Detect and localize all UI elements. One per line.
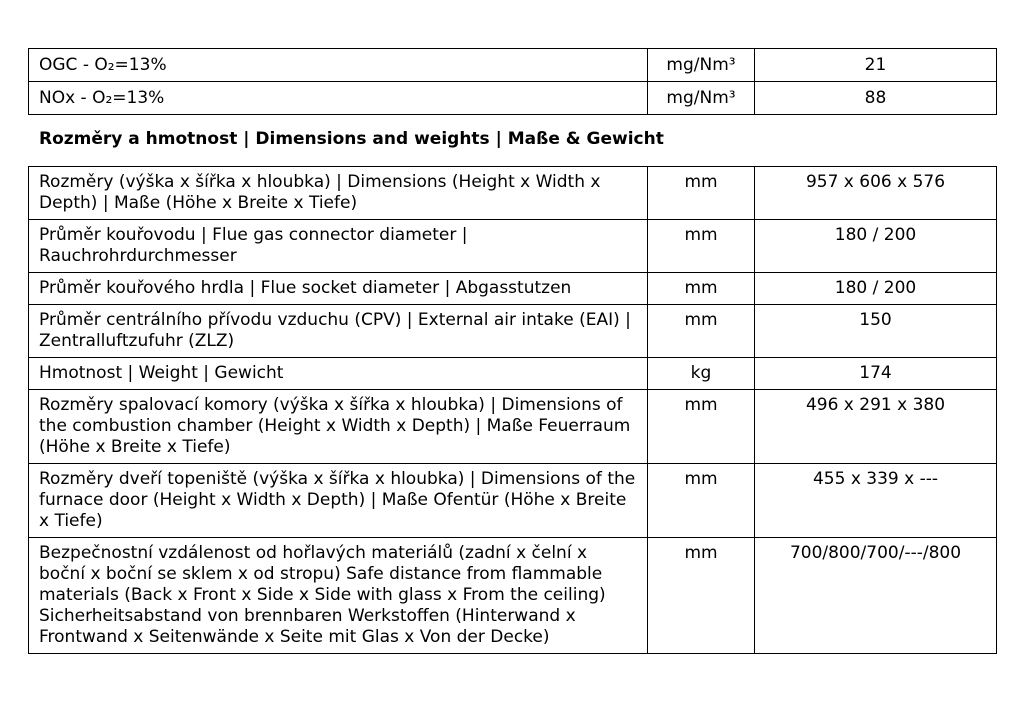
unit-cell: kg [648,358,755,390]
parameter-name: Hmotnost | Weight | Gewicht [29,358,648,390]
table-row [29,273,997,305]
value-cell: 957 x 606 x 576 [755,167,997,220]
emissions-table [28,48,997,115]
unit-cell: mm [648,167,755,220]
section-heading: Rozměry a hmotnost | Dimensions and weights | Maße & Gewicht [39,129,664,149]
value-cell: 88 [755,82,997,115]
unit-cell: mm [648,305,755,358]
unit-cell: mg/Nm³ [648,82,755,115]
value-cell: 180 / 200 [755,273,997,305]
table-row [29,464,997,538]
table-row [29,220,997,273]
unit-cell: mm [648,464,755,538]
parameter-name: Bezpečnostní vzdálenost od hořlavých materiálů (zadní x čelní x boční x boční se sklem x od stropu) Safe distance from flammable materials (Back x Front x Side x Side with glass x From the ceiling) Sicherheitsabstand von brennbaren Werkstoffen (Hinterwand x Frontwand x Seitenwände x Seite mit Glas x Von der Decke) [29,538,648,654]
parameter-name: Rozměry dveří topeniště (výška x šířka x hloubka) | Dimensions of the furnace door (Height x Width x Depth) | Maße Ofentür (Höhe x Breite x Tiefe) [29,464,648,538]
table-row [29,167,997,220]
parameter-name: OGC - O₂=13% [29,49,648,82]
value-cell: 455 x 339 x --- [755,464,997,538]
value-cell: 496 x 291 x 380 [755,390,997,464]
value-cell: 700/800/700/---/800 [755,538,997,654]
parameter-name: Rozměry (výška x šířka x hloubka) | Dimensions (Height x Width x Depth) | Maße (Höhe x Breite x Tiefe) [29,167,648,220]
parameter-name: Rozměry spalovací komory (výška x šířka x hloubka) | Dimensions of the combustion chamber (Height x Width x Depth) | Maße Feuerraum (Höhe x Breite x Tiefe) [29,390,648,464]
parameter-name: Průměr kouřovodu | Flue gas connector diameter | Rauchrohrdurchmesser [29,220,648,273]
table-row [29,538,997,654]
value-cell: 180 / 200 [755,220,997,273]
unit-cell: mm [648,220,755,273]
value-cell: 174 [755,358,997,390]
table-row [29,82,997,115]
unit-cell: mm [648,273,755,305]
value-cell: 21 [755,49,997,82]
unit-cell: mm [648,390,755,464]
unit-cell: mg/Nm³ [648,49,755,82]
table-row [29,49,997,82]
parameter-name: NOx - O₂=13% [29,82,648,115]
parameter-name: Průměr kouřového hrdla | Flue socket diameter | Abgasstutzen [29,273,648,305]
table-row [29,305,997,358]
table-row [29,358,997,390]
parameter-name: Průměr centrálního přívodu vzduchu (CPV) | External air intake (EAI) | Zentralluftzufuhr (ZLZ) [29,305,648,358]
value-cell: 150 [755,305,997,358]
unit-cell: mm [648,538,755,654]
table-row [29,390,997,464]
dimensions-table [28,166,997,654]
